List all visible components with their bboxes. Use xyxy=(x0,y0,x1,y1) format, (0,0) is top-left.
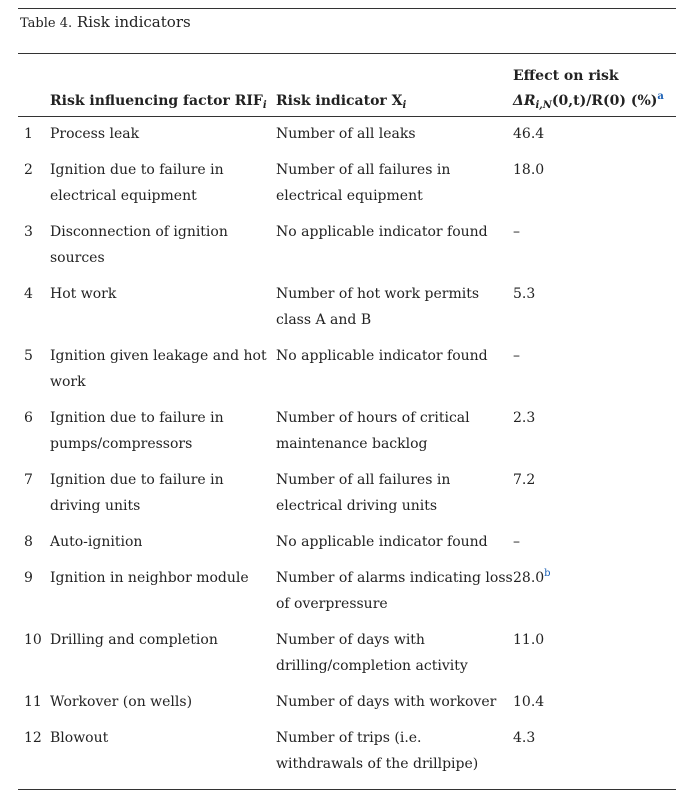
row-rif: Ignition due to failure in pumps/compressors xyxy=(50,410,224,452)
header-rif: Risk influencing factor $RIF_i$ xyxy=(50,93,267,111)
row-indicator: Number of days with drilling/completion activity xyxy=(276,632,468,674)
row-number: 6 xyxy=(24,410,33,426)
row-effect: 4.3 xyxy=(513,730,536,746)
row-indicator: Number of days with workover xyxy=(276,694,497,710)
table-row xyxy=(18,219,676,281)
table-row xyxy=(18,725,676,787)
table-row xyxy=(18,689,676,725)
row-rif: Workover (on wells) xyxy=(50,694,193,710)
row-number: 5 xyxy=(24,348,33,364)
table-row xyxy=(18,405,676,467)
row-number: 1 xyxy=(24,126,33,142)
row-effect: 11.0 xyxy=(513,632,545,648)
row-rif: Ignition given leakage and hot work xyxy=(50,348,267,390)
row-indicator: Number of hours of critical maintenance backlog xyxy=(276,410,470,452)
row-effect: 18.0 xyxy=(513,162,545,178)
row-effect: 2.3 xyxy=(513,410,536,426)
table-row xyxy=(18,157,676,219)
header-effect-line1: Effect on risk xyxy=(513,68,619,84)
caption-lead: Table 4. xyxy=(20,16,73,31)
table-body xyxy=(18,117,676,788)
row-number: 11 xyxy=(24,694,42,710)
row-rif: Blowout xyxy=(50,730,109,746)
row-indicator: No applicable indicator found xyxy=(276,534,488,550)
row-number: 2 xyxy=(24,162,33,178)
table-container xyxy=(18,8,676,790)
row-number: 4 xyxy=(24,286,33,302)
table-row xyxy=(18,343,676,405)
row-effect: – xyxy=(513,224,520,240)
row-effect: 28.0$^b$ xyxy=(513,568,551,586)
caption-title: Risk indicators xyxy=(76,13,191,31)
row-rif: Drilling and completion xyxy=(50,632,218,648)
row-effect: 5.3 xyxy=(513,286,536,302)
table-row xyxy=(18,529,676,565)
row-effect: 10.4 xyxy=(513,694,545,710)
risk-indicators-table xyxy=(18,54,676,787)
row-indicator: Number of hot work permits class A and B xyxy=(276,286,480,328)
table-row xyxy=(18,281,676,343)
row-indicator: Number of all failures in electrical driving units xyxy=(276,472,451,514)
row-indicator: No applicable indicator found xyxy=(276,224,488,240)
row-indicator: Number of alarms indicating loss of overpressure xyxy=(276,570,513,612)
row-indicator: Number of trips (i.e. withdrawals of the drillpipe) xyxy=(276,730,479,772)
table-row xyxy=(18,627,676,689)
row-indicator: Number of all leaks xyxy=(276,126,416,142)
row-number: 9 xyxy=(24,570,33,586)
row-rif: Ignition due to failure in driving units xyxy=(50,472,224,514)
row-number: 8 xyxy=(24,534,33,550)
table-row xyxy=(18,467,676,529)
row-indicator: No applicable indicator found xyxy=(276,348,488,364)
row-number: 10 xyxy=(24,632,42,648)
table-row xyxy=(18,117,676,158)
row-effect: 7.2 xyxy=(513,472,536,488)
row-rif: Process leak xyxy=(50,126,140,142)
row-effect: – xyxy=(513,534,520,550)
header-indicator: Risk indicator $X_i$ xyxy=(276,93,407,111)
row-indicator: Number of all failures in electrical equipment xyxy=(276,162,451,204)
row-rif: Auto-ignition xyxy=(50,534,143,550)
row-number: 3 xyxy=(24,224,33,240)
row-number: 7 xyxy=(24,472,33,488)
footnote-marker: b xyxy=(544,568,551,579)
row-number: 12 xyxy=(24,730,42,746)
row-rif: Disconnection of ignition sources xyxy=(50,224,228,266)
header-effect-formula: $\Delta R_{i,N}(0,t)/R(0)$ (%)$^a$ xyxy=(513,91,664,111)
row-rif: Ignition due to failure in electrical equipment xyxy=(50,162,224,204)
row-effect: – xyxy=(513,348,520,364)
row-effect: 46.4 xyxy=(513,126,545,142)
table-row xyxy=(18,565,676,627)
table-caption xyxy=(18,9,676,53)
row-rif: Hot work xyxy=(50,286,117,302)
row-rif: Ignition in neighbor module xyxy=(50,570,249,586)
